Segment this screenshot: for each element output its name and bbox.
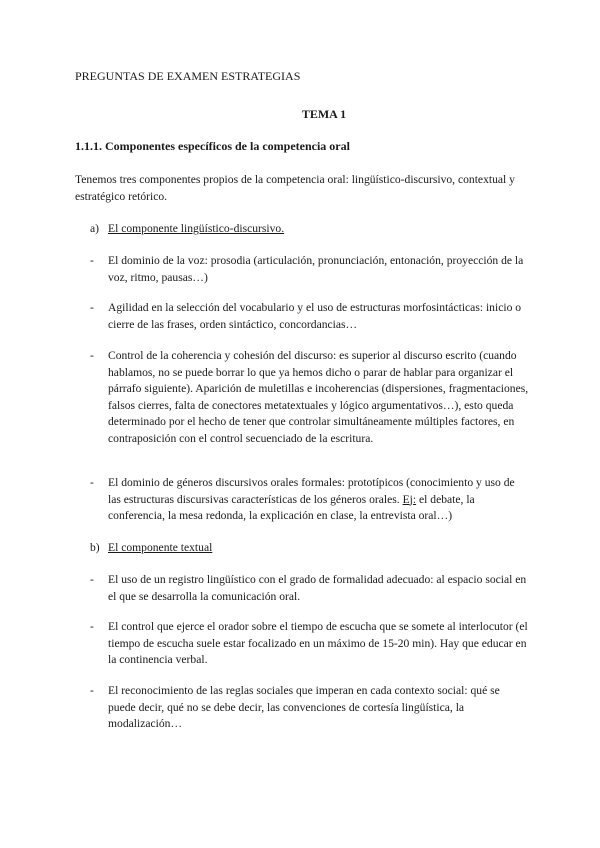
document-title: PREGUNTAS DE EXAMEN ESTRATEGIAS <box>75 69 301 83</box>
subheading-b <box>90 540 212 557</box>
bullet-item <box>90 253 530 286</box>
section-heading: 1.1.1. Componentes específicos de la competencia oral <box>75 139 350 153</box>
intro-paragraph: Tenemos tres componentes propios de la competencia oral: lingüístico-discursivo, contextual y estratégico retórico. <box>75 173 515 203</box>
bullet-text: Agilidad en la selección del vocabulario y el uso de estructuras morfosintácticas: inicio o cierre de las frases, orden sintáctico, concordancias… <box>108 301 522 331</box>
bullet-dash: - <box>90 620 94 633</box>
bullet-item <box>90 300 530 333</box>
bullet-text: El uso de un registro lingüístico con el grado de formalidad adecuado: al espacio social en el que se desarrolla la comunicación oral. <box>108 573 527 603</box>
bullet-text: El reconocimiento de las reglas sociales que imperan en cada contexto social: qué se puede decir, qué no se debe decir, las convenciones de cortesía lingüística, la modalización… <box>108 684 500 730</box>
bullet-dash: - <box>90 573 94 586</box>
subheading-marker: b) <box>90 541 100 554</box>
bullet-dash: - <box>90 254 94 267</box>
bullet-item <box>90 475 530 525</box>
bullet-text-part: El dominio de géneros discursivos orales formales: prototípicos (conocimiento y uso de las estructuras discursivas características de los géneros orales. <box>108 476 515 506</box>
subheading-a <box>90 221 284 238</box>
subheading-text: El componente lingüístico-discursivo. <box>108 222 285 235</box>
bullet-dash: - <box>90 684 94 697</box>
bullet-dash: - <box>90 301 94 314</box>
subheading-text: El componente textual <box>108 541 213 554</box>
example-label: Ej: <box>402 492 417 506</box>
bullet-text-part: el debate, la conferencia, la mesa redonda, la explicación en clase, la entrevista oral…) <box>108 492 475 522</box>
bullet-text: El control que ejerce el orador sobre el tiempo de escucha que se somete al interlocutor (el tiempo de escucha suele estar focalizado en un máximo de 15-20 min). Hay que educar en la continencia verbal. <box>108 620 528 666</box>
bullet-dash: - <box>90 476 94 489</box>
bullet-text: El dominio de la voz: prosodia (articulación, pronunciación, entonación, proyección de la voz, ritmo, pausas…) <box>108 254 524 284</box>
bullet-item <box>90 348 530 447</box>
bullet-text: Control de la coherencia y cohesión del discurso: es superior al discurso escrito (cuando hablamos, no se puede borrar lo que ya hemos dicho o parar de hablar para organizar el párrafo siguiente). Aparición de muletillas e incoherencias (dispersiones, fragmentaciones, falsos cierres, falta de conectores metatextuales y lógico argumentativos…), esto queda determinado por el hecho de tener que controlar simultáneamente múltiples factores, en contraposición con el control secuenciado de la escritura. <box>108 349 529 445</box>
bullet-text <box>108 475 530 525</box>
bullet-dash: - <box>90 349 94 362</box>
tema-heading: TEMA 1 <box>301 107 347 121</box>
bullet-item <box>90 683 530 733</box>
subheading-marker: a) <box>90 222 100 235</box>
bullet-item <box>90 572 530 605</box>
bullet-item <box>90 619 530 669</box>
